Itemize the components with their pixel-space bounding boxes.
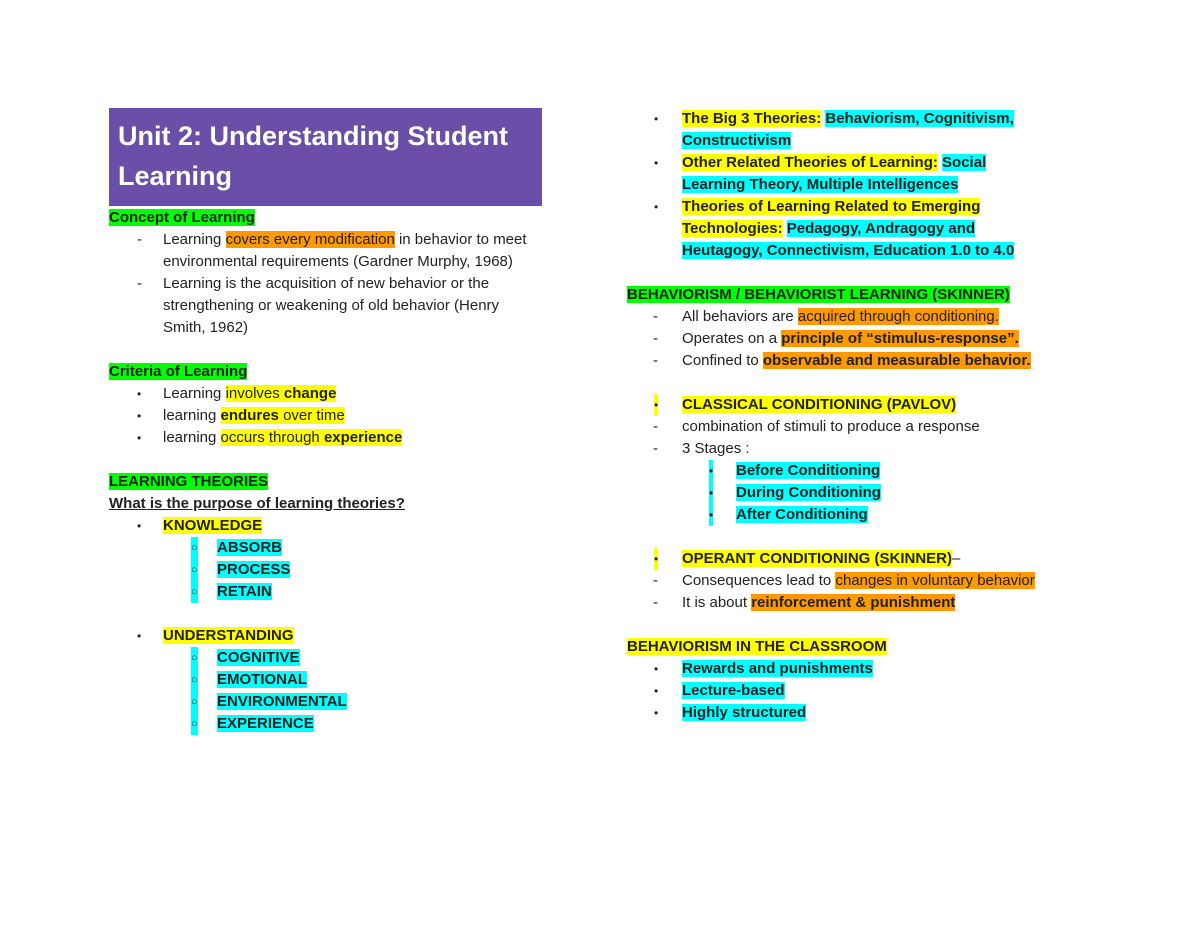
emerging-tech-item-cont: Heutagogy, Connectivism, Education 1.0 to 4.0	[682, 242, 1015, 259]
circle-bullet-icon: ○	[191, 647, 198, 669]
bullet-icon: •	[137, 409, 142, 423]
bullet-icon: •	[137, 431, 142, 445]
concept-item-2-cont: strengthening or weakening of old behavior (Henry	[163, 297, 500, 314]
circle-bullet-icon: ○	[191, 669, 198, 691]
classical-item: - combination of stimuli to produce a response	[627, 416, 1097, 438]
concept-item-1: - Learning covers every modification in behavior to meet	[109, 229, 579, 251]
bullet-icon: •	[654, 394, 658, 416]
stage-item: • Before Conditioning	[627, 460, 1097, 482]
dash-icon: -	[137, 231, 142, 248]
criteria-item-3: • learning occurs through experience	[109, 427, 579, 449]
theories-question: What is the purpose of learning theories?	[109, 495, 405, 512]
bullet-icon: •	[137, 387, 142, 401]
left-column	[109, 108, 579, 735]
understanding-item: • UNDERSTANDING	[109, 625, 579, 647]
page-title: Unit 2: Understanding Student Learning	[109, 108, 542, 206]
circle-bullet-icon: ○	[191, 559, 198, 581]
dash-icon: -	[653, 440, 658, 457]
operant-item: - It is about reinforcement & punishment	[627, 592, 1097, 614]
behaviorism-heading: BEHAVIORISM / BEHAVIORIST LEARNING (SKINNER)	[627, 286, 1010, 303]
understanding-sub-item: ○ EMOTIONAL	[109, 669, 579, 691]
right-column	[627, 108, 1097, 724]
bullet-icon: •	[709, 460, 713, 482]
bullet-icon: •	[137, 519, 142, 533]
behaviorism-item: - All behaviors are acquired through conditioning.	[627, 306, 1097, 328]
knowledge-sub-item: ○ PROCESS	[109, 559, 579, 581]
circle-bullet-icon: ○	[191, 713, 198, 735]
bullet-icon: •	[654, 112, 659, 126]
circle-bullet-icon: ○	[191, 537, 198, 559]
bullet-icon: •	[654, 156, 659, 170]
concept-item-1-cont: environmental requirements (Gardner Murphy, 1968)	[163, 253, 513, 270]
dash-icon: -	[653, 308, 658, 325]
dash-icon: -	[653, 352, 658, 369]
bullet-icon: •	[654, 548, 658, 570]
classical-item: - 3 Stages :	[627, 438, 1097, 460]
stage-item: • During Conditioning	[627, 482, 1097, 504]
criteria-item-1: • Learning involves change	[109, 383, 579, 405]
dash-icon: -	[137, 275, 142, 292]
concept-heading: Concept of Learning	[109, 209, 255, 226]
dash-icon: -	[653, 418, 658, 435]
emerging-tech-item: • Theories of Learning Related to Emerging	[627, 196, 1097, 218]
bullet-icon: •	[709, 482, 713, 504]
knowledge-sub-item: ○ RETAIN	[109, 581, 579, 603]
dash-icon: -	[653, 594, 658, 611]
behaviorism-item: - Confined to observable and measurable behavior.	[627, 350, 1097, 372]
circle-bullet-icon: ○	[191, 691, 198, 713]
circle-bullet-icon: ○	[191, 581, 198, 603]
dash-icon: -	[653, 572, 658, 589]
operant-item: - Consequences lead to changes in voluntary behavior	[627, 570, 1097, 592]
understanding-sub-item: ○ COGNITIVE	[109, 647, 579, 669]
bullet-icon: •	[709, 504, 713, 526]
theories-heading: LEARNING THEORIES	[109, 473, 269, 490]
classical-heading: • CLASSICAL CONDITIONING (PAVLOV)	[627, 394, 1097, 416]
criteria-item-2: • learning endures over time	[109, 405, 579, 427]
concept-item-2: - Learning is the acquisition of new behavior or the	[109, 273, 579, 295]
bullet-icon: •	[654, 706, 659, 720]
bullet-icon: •	[654, 684, 659, 698]
related-theories-item-cont: Learning Theory, Multiple Intelligences	[682, 176, 959, 193]
understanding-sub-item: ○ EXPERIENCE	[109, 713, 579, 735]
stage-item: • After Conditioning	[627, 504, 1097, 526]
bullet-icon: •	[654, 662, 659, 676]
big3-item-cont: Constructivism	[682, 132, 792, 149]
bullet-icon: •	[137, 629, 142, 643]
classroom-item: • Rewards and punishments	[627, 658, 1097, 680]
knowledge-sub-item: ○ ABSORB	[109, 537, 579, 559]
operant-heading: • OPERANT CONDITIONING (SKINNER)–	[627, 548, 1097, 570]
dash-icon: -	[653, 330, 658, 347]
concept-item-2-cont: Smith, 1962)	[163, 319, 249, 336]
criteria-heading: Criteria of Learning	[109, 363, 248, 380]
understanding-sub-item: ○ ENVIRONMENTAL	[109, 691, 579, 713]
classroom-item: • Highly structured	[627, 702, 1097, 724]
classroom-item: • Lecture-based	[627, 680, 1097, 702]
behaviorism-item: - Operates on a principle of “stimulus-response”.	[627, 328, 1097, 350]
bullet-icon: •	[654, 200, 659, 214]
related-theories-item: • Other Related Theories of Learning: Social	[627, 152, 1097, 174]
emerging-tech-item-cont: Technologies: Pedagogy, Andragogy and	[682, 220, 976, 237]
big3-item: • The Big 3 Theories: Behaviorism, Cognitivism,	[627, 108, 1097, 130]
knowledge-item: • KNOWLEDGE	[109, 515, 579, 537]
classroom-heading: BEHAVIORISM IN THE CLASSROOM	[627, 638, 887, 655]
